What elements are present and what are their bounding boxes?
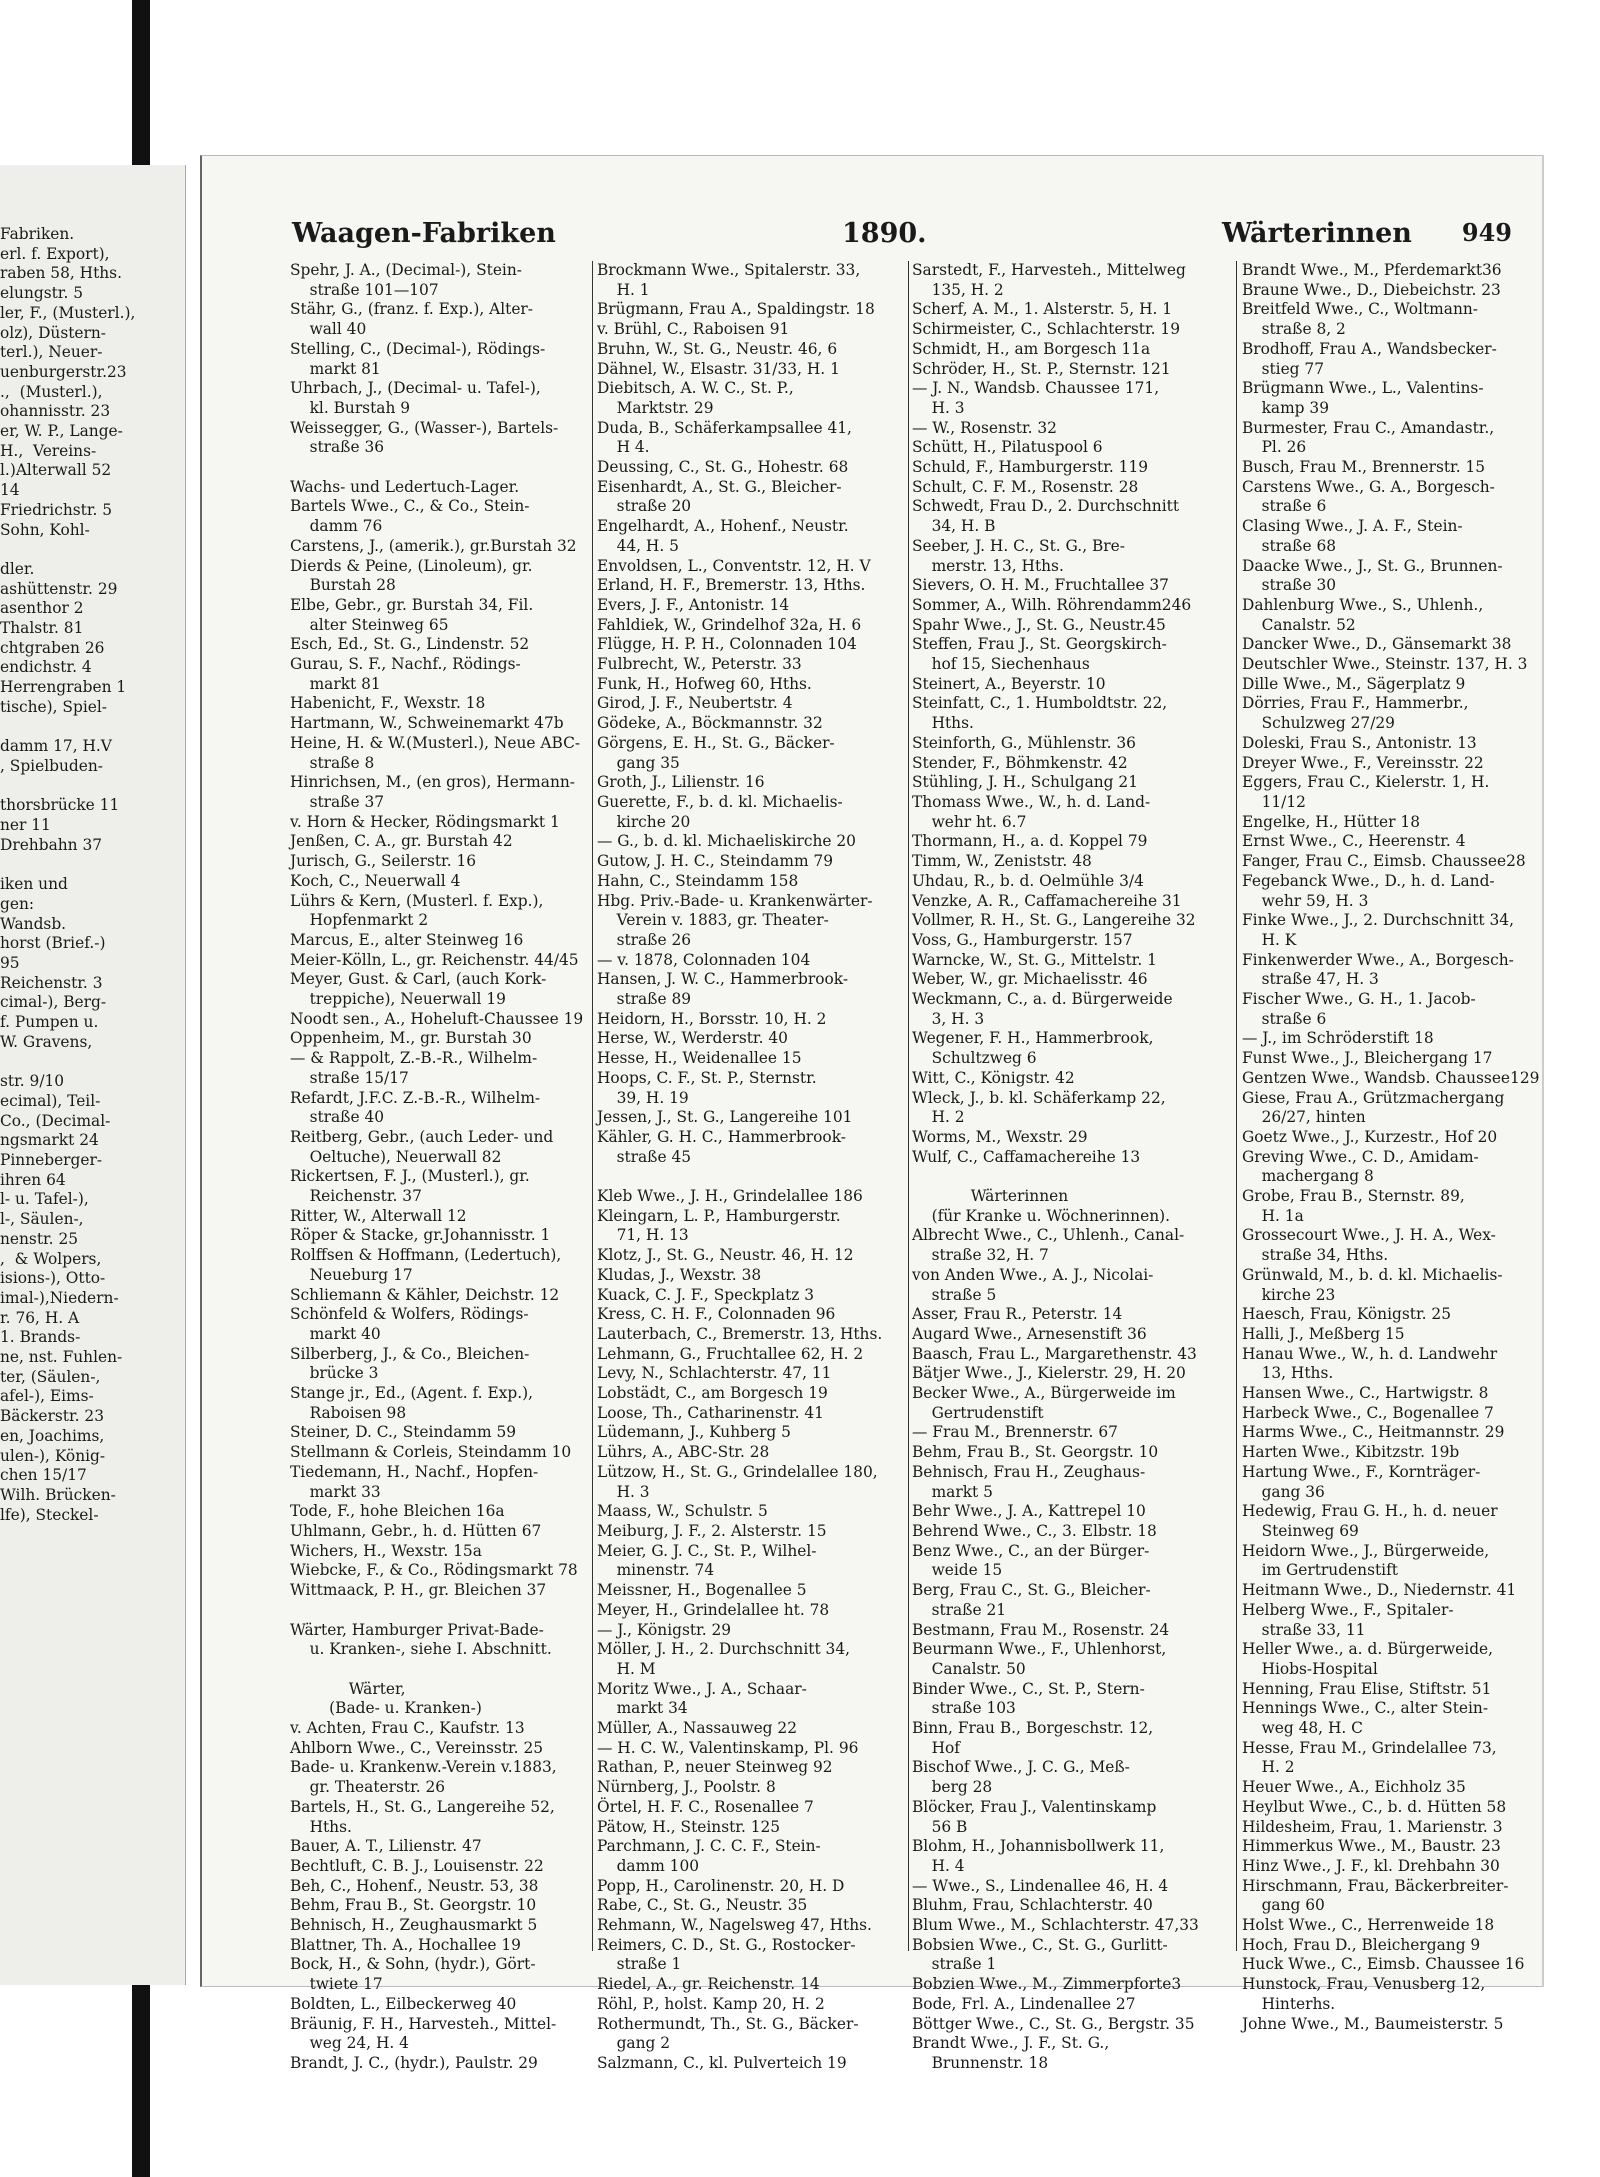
header-section-left: Waagen-Fabriken — [292, 218, 556, 249]
header-section-right: Wärterinnen — [1222, 218, 1412, 249]
column-rule — [592, 261, 593, 1951]
column-3: Sarstedt, F., Harvesteh., Mittelweg 135, H. 2 Scherf, A. M., 1. Alsterstr. 5, H. 1 Schirmeister, C., Schlachterstr. 19 Schmidt, H., am Borgesch 11a Schröder, H., St. P., Sternstr. 121 — J. N., Wandsb. Chaussee 171, H. 3 — W., Rosenstr. 32 Schütt, H., Pilatuspool 6 Schuld, F., Hamburgerstr. 119 Schult, C. F. M., Rosenstr. 28 Schwedt, Frau D., 2. Durchschnitt 34, H. B Seeber, J. H. C., St. G., Bre- merstr. 13, Hths. Sievers, O. H. M., Fruchtallee 37 Sommer, A., Wilh. Röhrendamm246 Spahr Wwe., J., St. G., Neustr.45 Steffen, Frau J., St. Georgskirch- hof 15, Siechenhaus Steinert, A., Beyerstr. 10 Steinfatt, C., 1. Humboldtstr. 22, Hths. Steinforth, G., Mühlenstr. 36 Stender, F., Böhmkenstr. 42 Stühling, J. H., Schulgang 21 Thomass Wwe., W., h. d. Land- wehr ht. 6.7 Thormann, H., a. d. Koppel 79 Timm, W., Zeniststr. 48 Uhdau, R., b. d. Oelmühle 3/4 Venzke, A. R., Caffamachereihe 31 Vollmer, R. H., St. G., Langereihe 32 Voss, G., Hamburgerstr. 157 Warncke, W., St. G., Mittelstr. 1 Weber, W., gr. Michaelisstr. 46 Weckmann, C., a. d. Bürgerweide 3, H. 3 Wegener, F. H., Hammerbrook, Schultzweg 6 Witt, C., Königstr. 42 Wleck, J., b. kl. Schäferkamp 22, H. 2 Worms, M., Wexstr. 29 Wulf, C., Caffamachereihe 13 Wärterinnen (für Kranke u. Wöchnerinnen). Albrecht Wwe., C., Uhlenh., Canal- straße 32, H. 7 von Anden Wwe., A. J., Nicolai- straße 5 Asser, Frau R., Peterstr. 14 Augard Wwe., Arnesenstift 36 Baasch, Frau L., Margarethenstr. 43 Bätjer Wwe., J., Kielerstr. 29, H. 20 Becker Wwe., A., Bürgerweide im Gertrudenstift — Frau M., Brennerstr. 67 Behm, Frau B., St. Georgstr. 10 Behnisch, Frau H., Zeughaus- markt 5 Behr Wwe., J. A., Kattrepel 10 Behrend Wwe., C., 3. Elbstr. 18 Benz Wwe., C., an der Bürger- weide 15 Berg, Frau C., St. G., Bleicher- straße 21 Bestmann, Frau M., Rosenstr. 24 Beurmann Wwe., F., Uhlenhorst, Canalstr. 50 Binder Wwe., C., St. P., Stern- straße 103 Binn, Frau B., Borgeschstr. 12, Hof Bischof Wwe., J. C. G., Meß- berg 28 Blöcker, Frau J., Valentinskamp 56 B Blohm, H., Johannisbollwerk 11, H. 4 — Wwe., S., Lindenallee 46, H. 4 Bluhm, Frau, Schlachterstr. 40 Blum Wwe., M., Schlachterstr. 47,33 Bobsien Wwe., C., St. G., Gurlitt- straße 1 Bobzien Wwe., M., Zimmerpforte3 Bode, Frl. A., Lindenallee 27 Böttger Wwe., C., St. G., Bergstr. 35 Brandt Wwe., J. F., St. G., Brunnenstr. 18 — [912, 261, 1199, 2072]
column-2: Brockmann Wwe., Spitalerstr. 33, H. 1 Brügmann, Frau A., Spaldingstr. 18 v. Brühl, C., Raboisen 91 Bruhn, W., St. G., Neustr. 46, 6 Dähnel, W., Elsastr. 31/33, H. 1 Diebitsch, A. W. C., St. P., Marktstr. 29 Duda, B., Schäferkampsallee 41, H 4. Deussing, C., St. G., Hohestr. 68 Eisenhardt, A., St. G., Bleicher- straße 20 Engelhardt, A., Hohenf., Neustr. 44, H. 5 Envoldsen, L., Conventstr. 12, H. V Erland, H. F., Bremerstr. 13, Hths. Evers, J. F., Antonistr. 14 Fahldiek, W., Grindelhof 32a, H. 6 Flügge, H. P. H., Colonnaden 104 Fulbrecht, W., Peterstr. 33 Funk, H., Hofweg 60, Hths. Girod, J. F., Neubertstr. 4 Gödeke, A., Böckmannstr. 32 Görgens, E. H., St. G., Bäcker- gang 35 Groth, J., Lilienstr. 16 Guerette, F., b. d. kl. Michaelis- kirche 20 — G., b. d. kl. Michaeliskirche 20 Gutow, J. H. C., Steindamm 79 Hahn, C., Steindamm 158 Hbg. Priv.-Bade- u. Krankenwärter- Verein v. 1883, gr. Theater- straße 26 — v. 1878, Colonnaden 104 Hansen, J. W. C., Hammerbrook- straße 89 Heidorn, H., Borsstr. 10, H. 2 Herse, W., Werderstr. 40 Hesse, H., Weidenallee 15 Hoops, C. F., St. P., Sternstr. 39, H. 19 Jessen, J., St. G., Langereihe 101 Kähler, G. H. C., Hammerbrook- straße 45 Kleb Wwe., J. H., Grindelallee 186 Kleingarn, L. P., Hamburgerstr. 71, H. 13 Klotz, J., St. G., Neustr. 46, H. 12 Kludas, J., Wexstr. 38 Kuack, C. J. F., Speckplatz 3 Kress, C. H. F., Colonnaden 96 Lauterbach, C., Bremerstr. 13, Hths. Lehmann, G., Fruchtallee 62, H. 2 Levy, N., Schlachterstr. 47, 11 Lobstädt, C., am Borgesch 19 Loose, Th., Catharinenstr. 41 Lüdemann, J., Kuhberg 5 Lührs, A., ABC-Str. 28 Lützow, H., St. G., Grindelallee 180, H. 3 Maass, W., Schulstr. 5 Meiburg, J. F., 2. Alsterstr. 15 Meier, G. J. C., St. P., Wilhel- minenstr. 74 Meissner, H., Bogenallee 5 Meyer, H., Grindelallee ht. 78 — J., Königstr. 29 Möller, J. H., 2. Durchschnitt 34, H. M Moritz Wwe., J. A., Schaar- markt 34 Müller, A., Nassauweg 22 — H. C. W., Valentinskamp, Pl. 96 Rathan, P., neuer Steinweg 92 Nürnberg, J., Poolstr. 8 Örtel, H. F. C., Rosenallee 7 Pätow, H., Steinstr. 125 Parchmann, J. C. C. F., Stein- damm 100 Popp, H., Carolinenstr. 20, H. D Rabe, C., St. G., Neustr. 35 Rehmann, W., Nagelsweg 47, Hths. Reimers, C. D., St. G., Rostocker- straße 1 Riedel, A., gr. Reichenstr. 14 Röhl, P., holst. Kamp 20, H. 2 Rothermundt, Th., St. G., Bäcker- gang 2 Salzmann, C., kl. Pulverteich 19 — [597, 261, 883, 2072]
header-year: 1890. — [842, 218, 927, 249]
page-header — [292, 218, 1512, 254]
column-rule — [908, 261, 909, 1951]
left-page-fragment — [0, 165, 186, 1985]
page-number: 949 — [1461, 218, 1512, 247]
column-1: Spehr, J. A., (Decimal-), Stein- straße 101—107 Stähr, G., (franz. f. Exp.), Alter- wall 40 Stelling, C., (Decimal-), Rödings- markt 81 Uhrbach, J., (Decimal- u. Tafel-), kl. Burstah 9 Weissegger, G., (Wasser-), Bartels- straße 36 Wachs- und Ledertuch-Lager. Bartels Wwe., C., & Co., Stein- damm 76 Carstens, J., (amerik.), gr.Burstah 32 Dierds & Peine, (Linoleum), gr. Burstah 28 Elbe, Gebr., gr. Burstah 34, Fil. alter Steinweg 65 Esch, Ed., St. G., Lindenstr. 52 Gurau, S. F., Nachf., Rödings- markt 81 Habenicht, F., Wexstr. 18 Hartmann, W., Schweinemarkt 47b Heine, H. & W.(Musterl.), Neue ABC- straße 8 Hinrichsen, M., (en gros), Hermann- straße 37 v. Horn & Hecker, Rödingsmarkt 1 Jenßen, C. A., gr. Burstah 42 Jurisch, G., Seilerstr. 16 Koch, C., Neuerwall 4 Lührs & Kern, (Musterl. f. Exp.), Hopfenmarkt 2 Marcus, E., alter Steinweg 16 Meier-Kölln, L., gr. Reichenstr. 44/45 Meyer, Gust. & Carl, (auch Kork- treppiche), Neuerwall 19 Noodt sen., A., Hoheluft-Chaussee 19 Oppenheim, M., gr. Burstah 30 — & Rappolt, Z.-B.-R., Wilhelm- straße 15/17 Refardt, J.F.C. Z.-B.-R., Wilhelm- straße 40 Reitberg, Gebr., (auch Leder- und Oeltuche), Neuerwall 82 Rickertsen, F. J., (Musterl.), gr. Reichenstr. 37 Ritter, W., Alterwall 12 Röper & Stacke, gr.Johannisstr. 1 Rolffsen & Hoffmann, (Ledertuch), Neueburg 17 Schliemann & Kähler, Deichstr. 12 Schönfeld & Wolfers, Rödings- markt 40 Silberberg, J., & Co., Bleichen- brücke 3 Stange jr., Ed., (Agent. f. Exp.), Raboisen 98 Steiner, D. C., Steindamm 59 Stellmann & Corleis, Steindamm 10 Tiedemann, H., Nachf., Hopfen- markt 33 Tode, F., hohe Bleichen 16a Uhlmann, Gebr., h. d. Hütten 67 Wichers, H., Wexstr. 15a Wiebcke, F., & Co., Rödingsmarkt 78 Wittmaack, P. H., gr. Bleichen 37 Wärter, Hamburger Privat-Bade- u. Kranken-, siehe I. Abschnitt. Wärter, (Bade- u. Kranken-) v. Achten, Frau C., Kaufstr. 13 Ahlborn Wwe., C., Vereinsstr. 25 Bade- u. Krankenw.-Verein v.1883, gr. Theaterstr. 26 Bartels, H., St. G., Langereihe 52, Hths. Bauer, A. T., Lilienstr. 47 Bechtluft, C. B. J., Louisenstr. 22 Beh, C., Hohenf., Neustr. 53, 38 Behm, Frau B., St. Georgstr. 10 Behnisch, H., Zeughausmarkt 5 Blattner, Th. A., Hochallee 19 Bock, H., & Sohn, (hydr.), Gört- twiete 17 Boldten, L., Eilbeckerweg 40 Bräunig, F. H., Harvesteh., Mittel- weg 24, H. 4 Brandt, J. C., (hydr.), Paulstr. 29 — [290, 261, 584, 2072]
directory-page — [200, 155, 1542, 2072]
left-page-text: Fabriken. erl. f. Export), raben 58, Hths. elungstr. 5 ler, F., (Musterl.), olz), Düstern- terl.), Neuer- uenburgerstr.23 ., (Musterl.), ohannisstr. 23 er, W. P., Lange- H., Vereins- l.)Alterwall 52 14 Friedrichstr. 5 Sohn, Kohl- dler. ashüttenstr. 29 asenthor 2 Thalstr. 81 chtgraben 26 endichstr. 4 Herrengraben 1 tische), Spiel- damm 17, H.V , Spielbuden- thorsbrücke 11 ner 11 Drehbahn 37 iken und gen: Wandsb. horst (Brief.-) 95 Reichenstr. 3 cimal-), Berg- f. Pumpen u. W. Gravens, str. 9/10 ecimal), Teil- Co., (Decimal- ngsmarkt 24 Pinneberger- ihren 64 l- u. Tafel-), l-, Säulen-, nenstr. 25 , & Wolpers, isions-), Otto- imal-),Niedern- r. 76, H. A 1. Brands- ne, nst. Fuhlen- ter, (Säulen-, afel-), Eims- Bäckerstr. 23 en, Joachims, ulen-), König- chen 15/17 Wilh. Brücken- lfe), Steckel- — [0, 225, 136, 1524]
column-4: Brandt Wwe., M., Pferdemarkt36 Braune Wwe., D., Diebeichstr. 23 Breitfeld Wwe., C., Woltmann- straße 8, 2 Brodhoff, Frau A., Wandsbecker- stieg 77 Brügmann Wwe., L., Valentins- kamp 39 Burmester, Frau C., Amandastr., Pl. 26 Busch, Frau M., Brennerstr. 15 Carstens Wwe., G. A., Borgesch- straße 6 Clasing Wwe., J. A. F., Stein- straße 68 Daacke Wwe., J., St. G., Brunnen- straße 30 Dahlenburg Wwe., S., Uhlenh., Canalstr. 52 Dancker Wwe., D., Gänsemarkt 38 Deutschler Wwe., Steinstr. 137, H. 3 Dille Wwe., M., Sägerplatz 9 Dörries, Frau F., Hammerbr., Schulzweg 27/29 Doleski, Frau S., Antonistr. 13 Dreyer Wwe., F., Vereinsstr. 22 Eggers, Frau C., Kielerstr. 1, H. 11/12 Engelke, H., Hütter 18 Ernst Wwe., C., Heerenstr. 4 Fanger, Frau C., Eimsb. Chaussee28 Fegebanck Wwe., D., h. d. Land- wehr 59, H. 3 Finke Wwe., J., 2. Durchschnitt 34, H. K Finkenwerder Wwe., A., Borgesch- straße 47, H. 3 Fischer Wwe., G. H., 1. Jacob- straße 6 — J., im Schröderstift 18 Funst Wwe., J., Bleichergang 17 Gentzen Wwe., Wandsb. Chaussee129 Giese, Frau A., Grützmachergang 26/27, hinten Goetz Wwe., J., Kurzestr., Hof 20 Greving Wwe., C. D., Amidam- machergang 8 Grobe, Frau B., Sternstr. 89, H. 1a Grossecourt Wwe., J. H. A., Wex- straße 34, Hths. Grünwald, M., b. d. kl. Michaelis- kirche 23 Haesch, Frau, Königstr. 25 Halli, J., Meßberg 15 Hanau Wwe., W., h. d. Landwehr 13, Hths. Hansen Wwe., C., Hartwigstr. 8 Harbeck Wwe., C., Bogenallee 7 Harms Wwe., C., Heitmannstr. 29 Harten Wwe., Kibitzstr. 19b Hartung Wwe., F., Kornträger- gang 36 Hedewig, Frau G. H., h. d. neuer Steinweg 69 Heidorn Wwe., J., Bürgerweide, im Gertrudenstift Heitmann Wwe., D., Niedernstr. 41 Helberg Wwe., F., Spitaler- straße 33, 11 Heller Wwe., a. d. Bürgerweide, Hiobs-Hospital Henning, Frau Elise, Stiftstr. 51 Hennings Wwe., C., alter Stein- weg 48, H. C Hesse, Frau M., Grindelallee 73, H. 2 Heuer Wwe., A., Eichholz 35 Heylbut Wwe., C., b. d. Hütten 58 Hildesheim, Frau, 1. Marienstr. 3 Himmerkus Wwe., M., Baustr. 23 Hinz Wwe., J. F., kl. Drehbahn 30 Hirschmann, Frau, Bäckerbreiter- gang 60 Holst Wwe., C., Herrenweide 18 Hoch, Frau D., Bleichergang 9 Huck Wwe., C., Eimsb. Chaussee 16 Hunstock, Frau, Venusberg 12, Hinterhs. Johne Wwe., M., Baumeisterstr. 5 — [1242, 261, 1540, 2033]
